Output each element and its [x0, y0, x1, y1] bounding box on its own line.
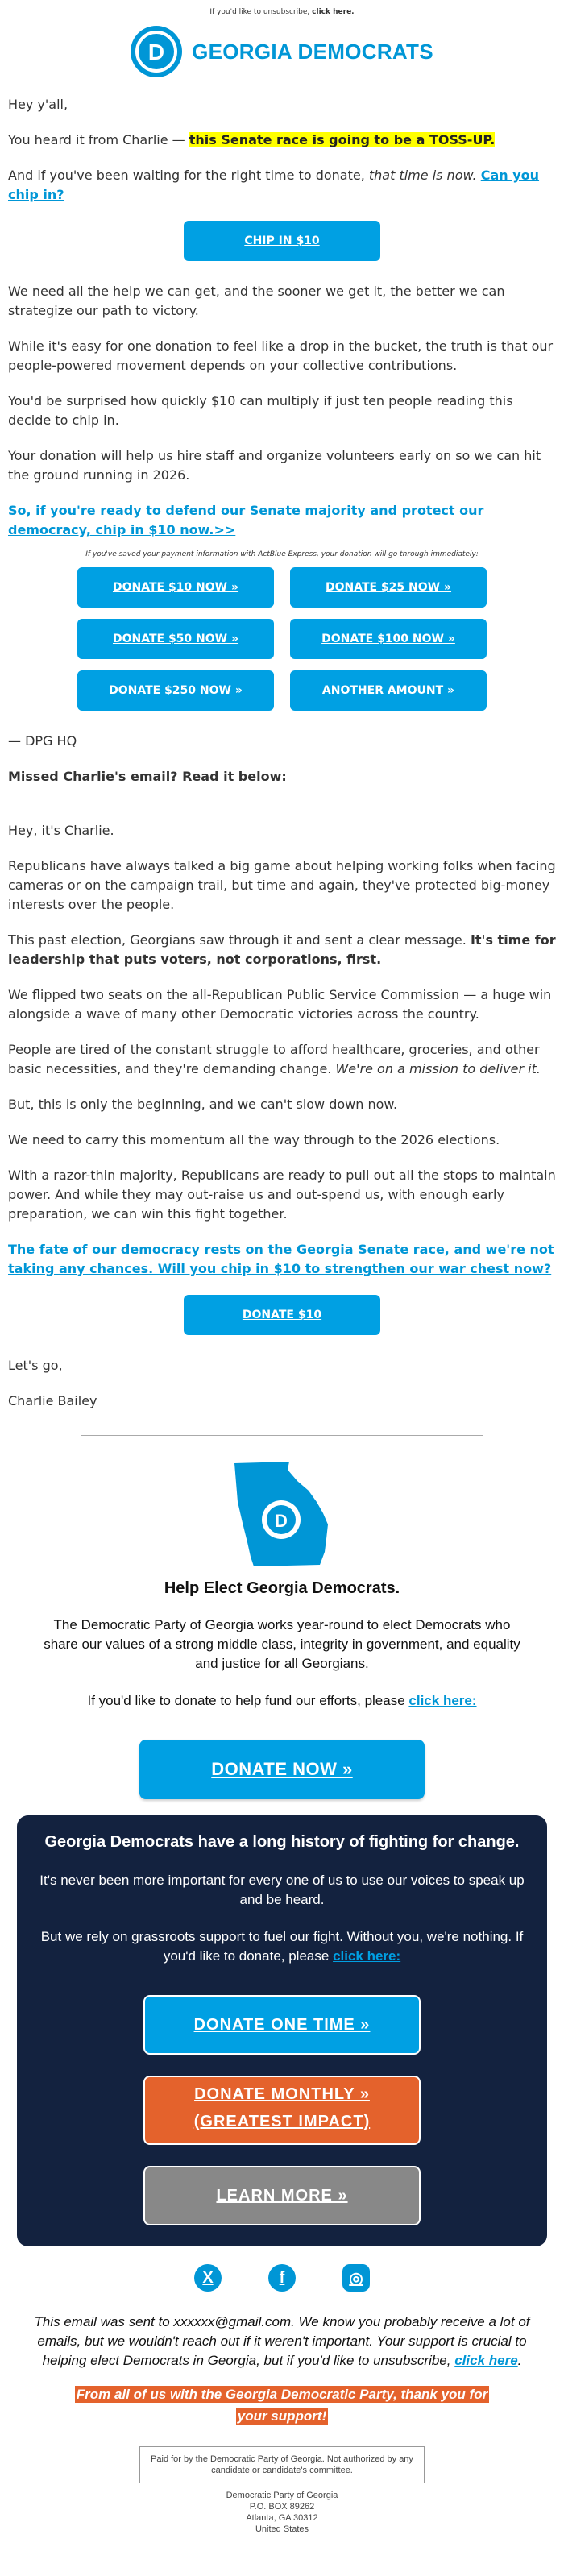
final-unsubscribe-link[interactable]: click here [454, 2353, 518, 2368]
story-signature: Charlie Bailey [8, 1393, 97, 1408]
paragraph-time [8, 166, 556, 205]
story-p2-text: This past election, Georgians saw through it and sent a clear message. [8, 932, 467, 948]
story-donate-row [8, 1295, 556, 1335]
unsubscribe-text: If you'd like to unsubscribe, [209, 8, 310, 16]
logo-letter: D [147, 39, 165, 64]
learn-more-button[interactable]: LEARN MORE » [143, 2166, 421, 2225]
story-greeting: Hey, it's Charlie. [8, 823, 114, 838]
thanks-text: From all of us with the Georgia Democratic Party, thank you for your support! [76, 2387, 488, 2424]
signoff: — DPG HQ [8, 733, 77, 749]
main-content [0, 95, 564, 1411]
monthly-label: DONATE MONTHLY » [194, 2085, 370, 2103]
history-text-2 [33, 1927, 531, 1966]
highlighted-text: this Senate race is going to be a TOSS-UP. [189, 132, 496, 147]
story-paragraph-4 [8, 1040, 556, 1079]
history-title: Georgia Democrats have a long history of fighting for change. [44, 1833, 520, 1851]
footer-divider [81, 1435, 483, 1436]
address-line: United States [255, 2524, 309, 2534]
paragraph-multiply: You'd be surprised how quickly $10 can multiply if just ten people reading this decide to chip in. [8, 393, 513, 428]
intro-text: You heard it from Charlie — [8, 132, 185, 147]
address-line: Democratic Party of Georgia [226, 2491, 338, 2500]
history-box [17, 1815, 547, 2246]
fund-text: If you'd like to donate to help fund our efforts, please [87, 1693, 405, 1708]
top-unsubscribe [0, 0, 564, 23]
paragraph-defend [8, 501, 556, 540]
donate-now-button[interactable]: DONATE NOW » [139, 1740, 425, 1799]
georgia-map-icon [230, 1460, 334, 1568]
unsubscribe-link[interactable]: click here. [312, 8, 355, 16]
fund-link[interactable]: click here: [408, 1693, 477, 1708]
story-paragraph-8 [8, 1240, 556, 1279]
social-links [0, 2264, 564, 2292]
chip-in-button[interactable]: CHIP IN $10 [184, 221, 380, 261]
story-paragraph-7: With a razor-thin majority, Republicans are ready to pull out all the stops to maintain power. And while they may out-raise us and out-spend us, with enough early preparation, we can win this fight together. [8, 1168, 556, 1222]
story-paragraph-6: We need to carry this momentum all the way through to the 2026 elections. [8, 1132, 500, 1147]
donate-25-button[interactable]: DONATE $25 NOW » [290, 567, 487, 608]
thanks-banner [0, 2383, 564, 2427]
time-italic: that time is now. [368, 168, 477, 183]
donate-250-button[interactable]: DONATE $250 NOW » [77, 670, 274, 711]
donate-10-button[interactable]: DONATE $10 NOW » [77, 567, 274, 608]
monthly-sublabel: (GREATEST IMPACT) [193, 2113, 371, 2130]
footer-title: Help Elect Georgia Democrats. [164, 1579, 400, 1597]
donate-100-button[interactable]: DONATE $100 NOW » [290, 619, 487, 659]
logo-text: GEORGIA DEMOCRATS [192, 39, 433, 64]
paragraph-drop: While it's easy for one donation to feel like a drop in the bucket, the truth is that our people-powered movement depends on your collective contributions. [8, 338, 554, 373]
final-text: This email was sent to xxxxxx@gmail.com. We know you probably receive a lot of emails, but we wouldn't reach out if it weren't important. Your support is crucial to helping elect Democrats in Georgia, but if you'd like to unsubscribe, [34, 2314, 530, 2368]
defend-link[interactable]: So, if you're ready to defend our Senate majority and protect our democracy, chip in $10 now.>> [8, 503, 484, 537]
charlie-email [8, 821, 556, 1411]
story-closing: Let's go, [8, 1358, 63, 1373]
mailing-address [0, 2490, 564, 2535]
war-chest-link[interactable]: The fate of our democracy rests on the Georgia Senate race, and we're not taking any chances. Will you chip in $10 to strengthen our war chest now? [8, 1242, 554, 1276]
paragraph-intro [8, 131, 556, 150]
footer-fund [0, 1691, 564, 1711]
story-paragraph-5: But, this is only the beginning, and we can't slow down now. [8, 1097, 398, 1112]
donate-one-time-button[interactable]: DONATE ONE TIME » [143, 1995, 421, 2055]
facebook-icon[interactable]: f [268, 2264, 296, 2292]
x-twitter-icon[interactable]: X [194, 2264, 222, 2292]
paragraph-hire: Your donation will help us hire staff and organize volunteers early on so we can hit the ground running in 2026. [8, 448, 541, 483]
history-text-2-body: But we rely on grassroots support to fuel our fight. Without you, we're nothing. If you'd like to donate, please [40, 1929, 524, 1964]
footer [0, 1435, 564, 2535]
story-paragraph-2 [8, 931, 556, 969]
final-notice [0, 2313, 564, 2371]
instagram-icon[interactable]: ◎ [342, 2264, 370, 2292]
story-p4-text: People are tired of the constant struggle to afford healthcare, groceries, and other basic necessities, and they're demanding change. [8, 1042, 540, 1076]
final-period: . [517, 2353, 522, 2368]
story-p4-italic: We're on a mission to deliver it. [335, 1061, 541, 1076]
paragraph-help: We need all the help we can get, and the sooner we get it, the better we can strategize our path to victory. [8, 284, 505, 318]
paid-by-disclaimer: Paid for by the Democratic Party of Georgia. Not authorized by any candidate or candidate's committee. [139, 2446, 425, 2483]
footer-description: The Democratic Party of Georgia works year-round to elect Democrats who share our values of a strong middle class, integrity in government, and equality and justice for all Georgians. [44, 1617, 520, 1671]
actblue-note: If you've saved your payment information with ActBlue Express, your donation will go through immediately: [85, 550, 479, 558]
donate-10-story-button[interactable]: DONATE $10 [184, 1295, 380, 1335]
address-line: Atlanta, GA 30312 [246, 2513, 318, 2523]
story-paragraph-1: Republicans have always talked a big game about helping working folks when facing cameras or on the campaign trail, but time and again, they've protected big-money interests over the people. [8, 858, 556, 912]
donate-monthly-button[interactable] [143, 2076, 421, 2145]
story-p2-bold: It's time for leadership that puts voters, not corporations, first. [8, 932, 556, 967]
history-donate-link[interactable]: click here: [333, 1948, 401, 1964]
history-text-1: It's never been more important for every one of us to use our voices to speak up and be heard. [39, 1873, 525, 1907]
time-text: And if you've been waiting for the right time to donate, [8, 168, 365, 183]
chip-in-link[interactable]: Can you chip in? [8, 168, 540, 202]
address-line: P.O. BOX 89262 [249, 2502, 315, 2512]
map-letter: D [275, 1511, 288, 1531]
missed-heading: Missed Charlie's email? Read it below: [8, 769, 287, 784]
donate-grid [8, 567, 556, 711]
story-paragraph-3: We flipped two seats on the all-Republican Public Service Commission — a huge win alongside a wave of many other Democratic victories across the country. [8, 987, 552, 1022]
chip-button-row [8, 221, 556, 261]
logo-icon [131, 26, 182, 77]
greeting: Hey y'all, [8, 97, 68, 112]
another-amount-button[interactable]: ANOTHER AMOUNT » [290, 670, 487, 711]
header-logo [0, 23, 564, 81]
donate-50-button[interactable]: DONATE $50 NOW » [77, 619, 274, 659]
